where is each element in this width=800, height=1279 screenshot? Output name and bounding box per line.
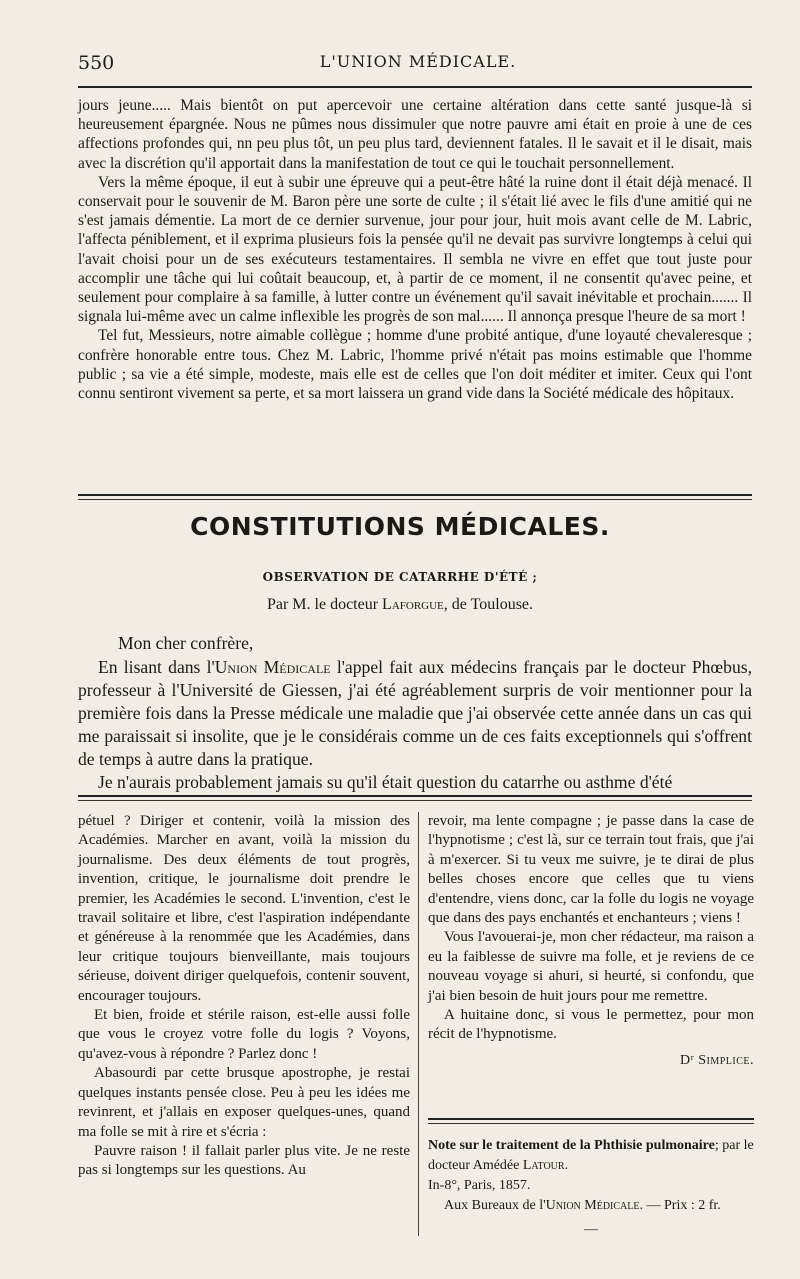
- feuilleton-rule: [78, 795, 752, 797]
- feuilleton-paragraph: Pauvre raison ! il fallait parler plus vite. Je ne reste pas si longtemps sur les questions. Au: [78, 1142, 410, 1179]
- letter-paragraph: [78, 656, 752, 771]
- feuilleton-paragraph: A huitaine donc, si vous le permettez, pour mon récit de l'hypnotisme.: [428, 1007, 754, 1043]
- notice-rule-thin: [428, 1123, 754, 1124]
- notice-heading: [428, 1136, 754, 1176]
- section-rule-top-thin: [78, 499, 752, 500]
- notice-rule: [428, 1118, 754, 1120]
- letter-p1-rest: l'appel fait aux médecins français par le docteur Phœbus, professeur à l'Université de Giessen, j'ai été agréablement surpris de voir mentionner pour la première fois dans la Presse médicale une maladie que j'ai observée cette année dans un cas qui me paraissait si insolite, que je le considérais comme un de ces faits exceptionnels qui s'offrent de temps à autre dans la pratique.: [78, 657, 752, 769]
- obituary-paragraph: jours jeune..... Mais bientôt on put apercevoir une certaine altération dans cette santé jusque-là si heureusement épargnée. Nous ne pûmes nous dissimuler que notre pauvre ami était en proie à une de ces affections profondes qui, nn peu plus tôt, un peu plus tard, deviennent fatales. Il le savait et il le disait, mais avec la discrétion qu'il apportait dans la manifestation de tout ce qui le touchait personnellement.: [78, 97, 752, 172]
- section-title: CONSTITUTIONS MÉDICALES.: [190, 512, 610, 541]
- header-rule: [78, 86, 752, 88]
- letter-text: [78, 632, 752, 794]
- notice-bureau-prefix: Aux Bureaux de l': [444, 1198, 546, 1213]
- feuilleton-right-column: [428, 812, 754, 1070]
- letter-salutation: Mon cher confrère,: [118, 633, 254, 653]
- notice-bureau-journal: Union Médicale: [545, 1198, 640, 1213]
- page-number: 550: [78, 52, 115, 74]
- byline-author: Laforgue: [382, 596, 444, 613]
- obituary-paragraph: Vers la même époque, il eut à subir une épreuve qui a peut-être hâté la ruine dont il était déjà menacé. Il conservait pour le souvenir de M. Baron père une sorte de culte ; il s'était lié avec le fils d'une amitié qui ne s'est jamais démentie. La mort de ce dernier survenue, jour pour jour, huit mois avant celle de M. Labric, l'affecta péniblement, et il exprima plusieurs fois la pensée qu'il ne devait pas survivre longtemps à celui qui l'avait choisi pour un de ses exécuteurs testamentaires. Il sembla ne vivre en effet que tout juste pour accomplir une tâche qui lui coûtait beaucoup, et, à partir de ce moment, il ne consentit qu'avec peine, et seulement pour complaire à sa famille, à lutter contre un événement qu'il savait inévitable et prochain....... Il signala lui-même avec un calme inflexible les progrès de son mal...... Il annonça presque l'heure de sa mort !: [78, 173, 752, 326]
- feuilleton-rule-thin: [78, 800, 752, 801]
- byline: [0, 596, 800, 614]
- obituary-text: [78, 96, 752, 403]
- byline-suffix: , de Toulouse.: [443, 596, 534, 613]
- notice-author-prefix: ; par le docteur Amédée: [428, 1138, 754, 1173]
- page-header: [78, 50, 758, 80]
- obituary-paragraph: Tel fut, Messieurs, notre aimable collègue ; homme d'une probité antique, d'une loyauté chevaleresque ; confrère honorable entre tous. Chez M. Labric, l'homme privé n'était pas moins estimable que l'homme public ; sa vie a été simple, modeste, mais elle est de celles que l'on doit méditer et imiter. Ceux qui l'ont connu sentiront vivement sa perte, et sa mort laissera un grand vide dans la Société médicale des hôpitaux.: [78, 327, 752, 403]
- signature: Dʳ Simplice.: [680, 1052, 754, 1068]
- feuilleton-paragraph: Abasourdi par cette brusque apostrophe, je restai quelques instants pensée close. Peu à peu les idées me revinrent, et j'allais en exposer quelques-unes, quand ma folle se mit à rire et s'écria :: [78, 1065, 410, 1140]
- notice-author: Latour.: [522, 1158, 569, 1173]
- notice-details: In-8°, Paris, 1857.: [428, 1178, 531, 1193]
- article-title: OBSERVATION DE CATARRHE D'ÉTÉ ;: [262, 570, 538, 584]
- section-rule-top: [78, 494, 752, 496]
- journal-title: L'UNION MÉDICALE.: [319, 52, 517, 71]
- letter-p1-start: En lisant dans l': [98, 657, 215, 677]
- feuilleton-paragraph: Vous l'avouerai-je, mon cher rédacteur, ma raison a eu la faiblesse de suivre ma folle, et je reviens de ce nouveau voyage si ahuri, si heurté, si confondu, que j'ai bien besoin de huit jours pour me remettre.: [428, 929, 754, 1004]
- column-divider: [418, 812, 419, 1236]
- feuilleton-paragraph: revoir, ma lente compagne ; je passe dans la case de l'hypnotisme ; c'est là, sur ce terrain tout frais, que j'ai à m'exercer. Si tu veux me suivre, je te dirai de plus belles choses encore que celles que tu viens d'entendre, viens donc, car la folle du logis ne voyage que dans des pays enchantés et enchanteurs ; viens !: [428, 813, 754, 927]
- notice-title: Note sur le traitement de la Phthisie pulmonaire: [428, 1138, 715, 1153]
- feuilleton-paragraph: Et bien, froide et stérile raison, est-elle aussi folle que vous le croyez votre folle du logis ? Voyons, qu'avez-vous à répondre ? Parlez donc !: [78, 1007, 410, 1062]
- feuilleton-left-column: [78, 812, 410, 1181]
- letter-p1-journal: Union Médicale: [214, 657, 331, 677]
- notice-bureau: [428, 1196, 754, 1216]
- notice-bureau-suffix: . — Prix : 2 fr.: [639, 1198, 721, 1213]
- feuilleton-paragraph: pétuel ? Diriger et contenir, voilà la mission des Académies. Marcher en avant, voilà la mission du journalisme. Des deux éléments de tout progrès, invention, critique, le journalisme doit prendre le premier, les Académies le second. L'invention, c'est le travail solitaire et libre, c'est l'aspiration indépendante et généreuse à la renommée que les Académies, dans leur critique toujours bienveillante, mais toujours sérieuse, doivent diriger quelquefois, contenir souvent, encourager toujours.: [78, 813, 410, 1004]
- book-notice: [428, 1136, 754, 1240]
- letter-paragraph: Je n'aurais probablement jamais su qu'il était question du catarrhe ou asthme d'été: [98, 772, 673, 792]
- notice-dash: —: [584, 1222, 598, 1237]
- byline-prefix: Par M. le docteur: [266, 596, 379, 613]
